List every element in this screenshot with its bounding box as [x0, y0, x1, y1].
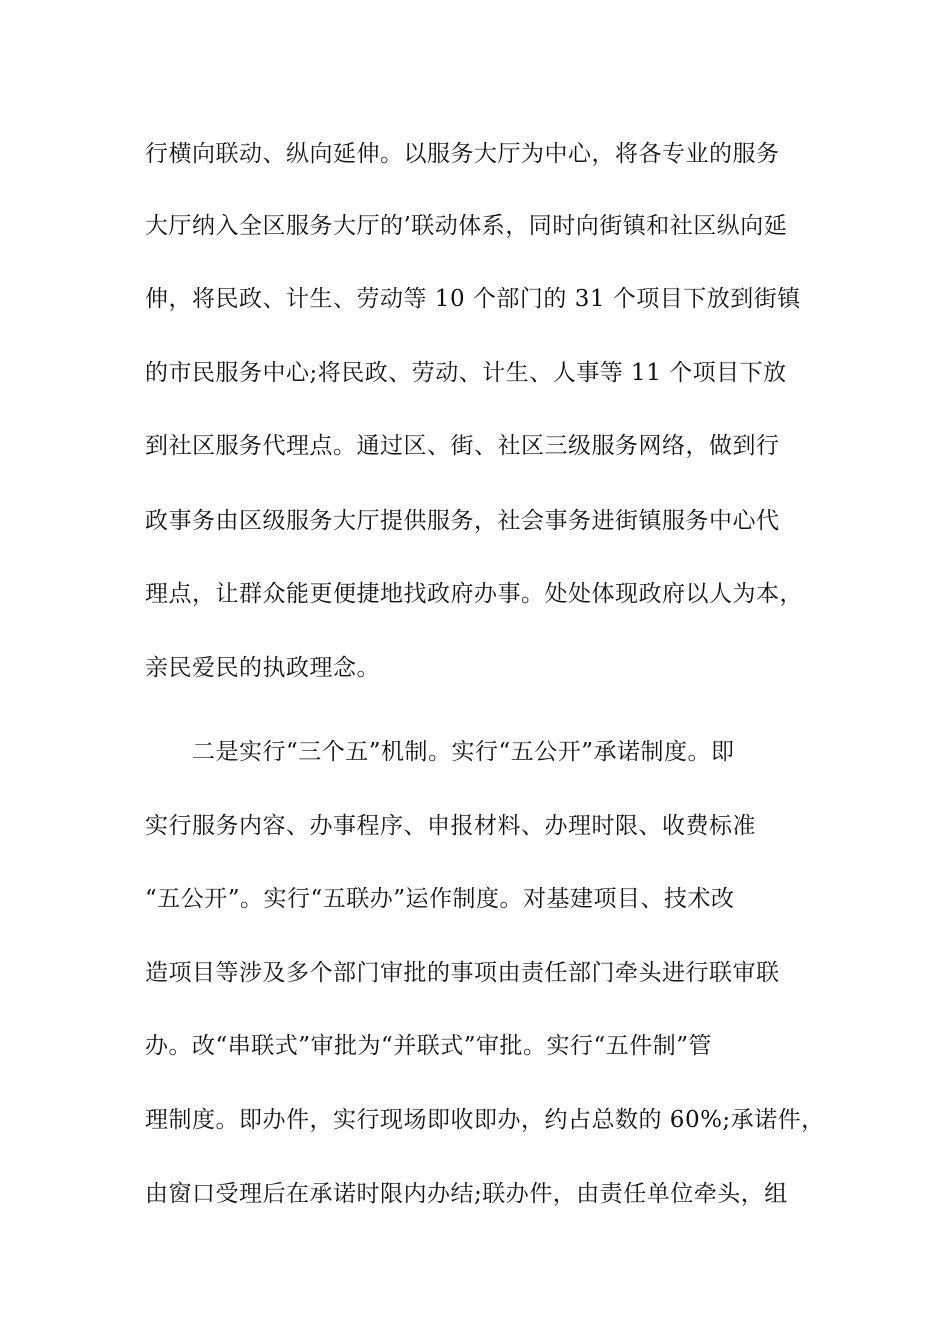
- text-line: 理点，让群众能更便捷地找政府办事。处处体现政府以人为本，: [145, 581, 803, 607]
- text-line: 办。改“串联式”审批为“并联式”审批。实行“五件制”管: [145, 1033, 713, 1059]
- text-line: 政事务由区级服务大厅提供服务，社会事务进街镇服务中心代: [145, 508, 780, 534]
- text-line: “五公开”。实行“五联办”运作制度。对基建项目、技术改: [145, 886, 735, 912]
- text-line: 的市民服务中心;将民政、劳动、计生、人事等 11 个项目下放: [145, 360, 787, 386]
- text-line: 由窗口受理后在承诺时限内办结;联办件，由责任单位牵头，组: [145, 1181, 788, 1207]
- text-line: 到社区服务代理点。通过区、街、社区三级服务网络，做到行: [145, 433, 780, 459]
- text-line: 亲民爱民的执政理念。: [145, 655, 380, 681]
- text-line: 理制度。即办件，实行现场即收即办，约占总数的 60%;承诺件，: [145, 1107, 825, 1133]
- text-line: 行横向联动、纵向延伸。以服务大厅为中心，将各专业的服务: [145, 141, 780, 167]
- text-line: 实行服务内容、办事程序、申报材料、办理时限、收费标准: [145, 813, 756, 839]
- text-line: 造项目等涉及多个部门审批的事项由责任部门牵头进行联审联: [145, 960, 780, 986]
- text-line: 伸，将民政、计生、劳动等 10 个部门的 31 个项目下放到街镇: [145, 286, 801, 312]
- text-line: 大厅纳入全区服务大厅的’联动体系，同时向街镇和社区纵向延: [145, 213, 788, 239]
- paragraph-first-line: 二是实行“三个五”机制。实行“五公开”承诺制度。即: [192, 739, 735, 765]
